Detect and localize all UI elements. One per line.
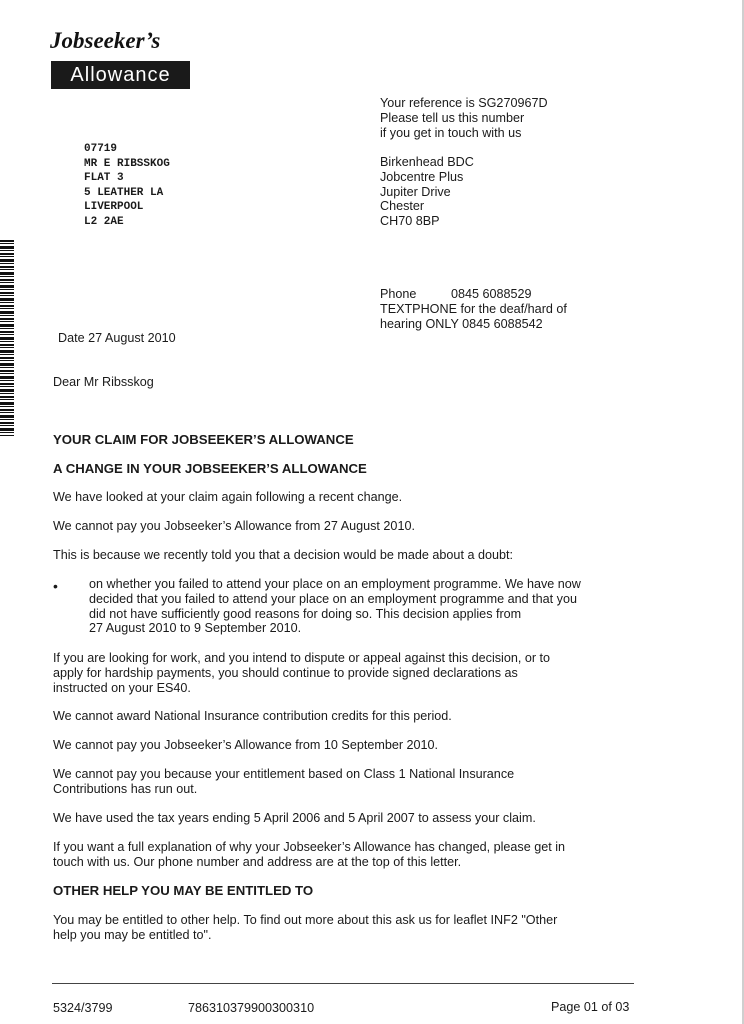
office-line: Chester [380,199,425,214]
paragraph-line: If you are looking for work, and you intend to dispute or appeal against this decision, or to [53,651,551,665]
paragraph-entitlement [53,767,514,797]
reference-note: if you get in touch with us [380,125,522,140]
logo-allowance: Allowance [51,61,190,89]
letter-date: Date 27 August 2010 [58,331,176,345]
paragraph-line: instructed on your ES40. [53,680,191,695]
contact-block [380,287,700,331]
paragraph-line: Contributions has run out. [53,781,198,796]
office-line: Birkenhead BDC [380,155,474,169]
paragraph-explanation [53,840,565,870]
bullet-line: decided that you failed to attend your place on an employment programme and that you [89,591,577,606]
address-line: LIVERPOOL [84,201,144,214]
footer-divider [52,983,634,984]
paragraph: We cannot pay you Jobseeker’s Allowance from 10 September 2010. [53,738,439,752]
paragraph-line: help you may be entitled to". [53,927,212,942]
address-line: MR E RIBSSKOG [84,157,170,170]
paragraph-line: If you want a full explanation of why your Jobseeker’s Allowance has changed, please get in [53,840,566,854]
postal-barcode [0,240,14,436]
paragraph-line: You may be entitled to other help. To find out more about this ask us for leaflet INF2 "Other [53,913,558,927]
recipient-address [84,142,170,230]
heading-change: A CHANGE IN YOUR JOBSEEKER’S ALLOWANCE [53,461,367,476]
heading-claim: YOUR CLAIM FOR JOBSEEKER’S ALLOWANCE [53,432,354,447]
paragraph: We cannot award National Insurance contribution credits for this period. [53,709,452,723]
paragraph-other-help [53,913,557,943]
footer-code: 5324/3799 [53,1001,113,1015]
address-line: FLAT 3 [84,172,124,185]
office-line: CH70 8BP [380,214,440,229]
bullet-text [89,577,581,636]
bullet-icon: • [53,578,58,594]
heading-other-help: OTHER HELP YOU MAY BE ENTITLED TO [53,883,314,898]
paragraph: This is because we recently told you that a decision would be made about a doubt: [53,548,513,562]
bullet-line: did not have sufficiently good reasons for doing so. This decision applies from [89,606,522,621]
paragraph: We cannot pay you Jobseeker’s Allowance from 27 August 2010. [53,519,415,533]
salutation: Dear Mr Ribsskog [53,375,154,389]
paragraph-line: touch with us. Our phone number and address are at the top of this letter. [53,854,462,869]
reference-line: Your reference is SG270967D [380,96,548,110]
office-address [380,155,474,229]
footer-page: Page 01 of 03 [551,1000,630,1014]
paragraph: We have looked at your claim again following a recent change. [53,490,403,504]
office-line: Jobcentre Plus [380,169,464,184]
logo-jobseekers: Jobseeker’s [50,28,161,53]
paragraph-line: apply for hardship payments, you should continue to provide signed declarations as [53,665,518,680]
bullet-line: 27 August 2010 to 9 September 2010. [89,621,302,636]
phone-number: 0845 6088529 [451,287,532,301]
address-line: 5 LEATHER LA [84,186,164,199]
reference-note: Please tell us this number [380,110,525,125]
address-line: L2 2AE [84,215,124,228]
reference-block [380,96,548,140]
paragraph-line: We cannot pay you because your entitlement based on Class 1 National Insurance [53,767,515,781]
phone-label: Phone [380,287,417,301]
address-line: 07719 [84,143,118,155]
bullet-line: on whether you failed to attend your place on an employment programme. We have now [89,577,581,591]
office-line: Jupiter Drive [380,184,451,199]
footer-number: 786310379900300310 [188,1001,315,1015]
paragraph: We have used the tax years ending 5 April 2006 and 5 April 2007 to assess your claim. [53,811,536,825]
paragraph-dispute [53,651,550,695]
textphone-line: hearing ONLY 0845 6088542 [380,316,543,331]
textphone-line: TEXTPHONE for the deaf/hard of [380,301,567,316]
